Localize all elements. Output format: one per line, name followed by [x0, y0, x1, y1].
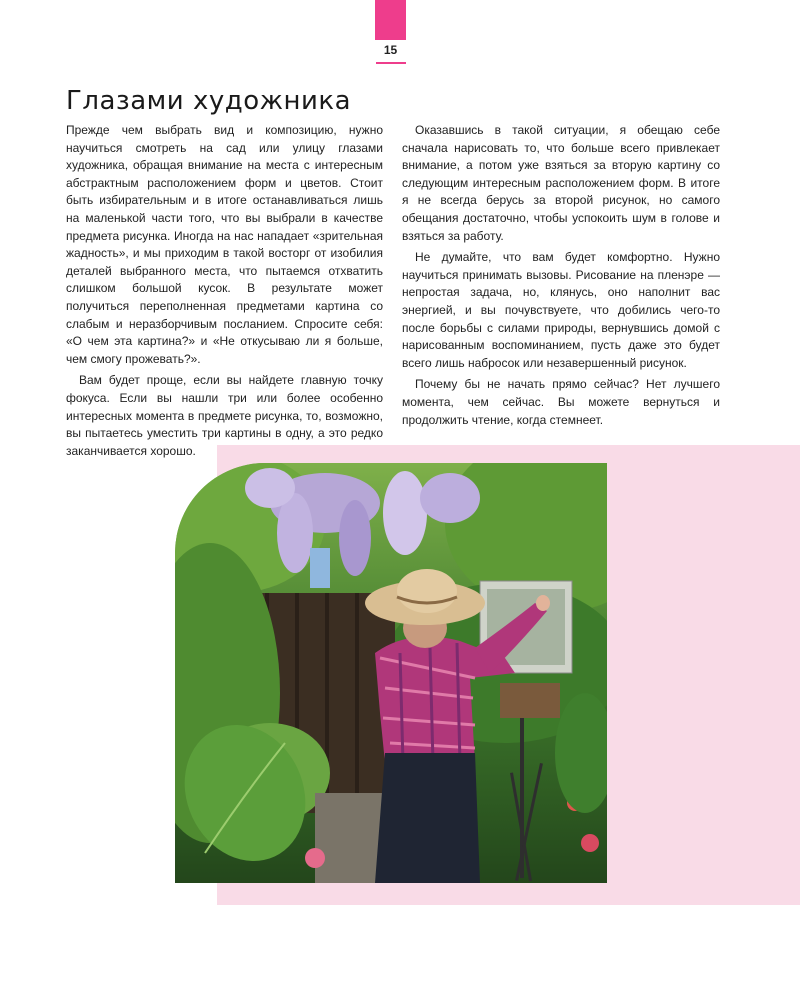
section-title: Глазами художника: [66, 86, 352, 116]
page-number-underline: [376, 62, 406, 64]
page-number: 15: [383, 43, 398, 57]
paragraph: Оказавшись в такой ситуации, я обещаю себе сначала нарисовать то, что больше всего привлекает внимание, а потом уже взяться за вторую картину со следующим интересным расположением форм. В итоге я не всегда берусь за второй рисунок, но самого обещания достаточно, чтобы успокоить шум в голове и взяться за работу.: [402, 123, 720, 243]
paragraph: Не думайте, что вам будет комфортно. Нужно научиться принимать вызовы. Рисование на пленэре — непростая задача, но, клянусь, оно наполнит вас энергией, и вы почувствуете, что добились чего-то после борьбы с силами природы, вернувшись домой с нарисованным воспоминанием, пусть даже это будет всего лишь набросок или незавершенный рисунок.: [402, 250, 720, 370]
paragraph: Вам будет проще, если вы найдете главную точку фокуса. Если вы нашли три или более особенно интересных момента в предмете рисунка, то, возможно, вы пытаетесь уместить три картины в одну, а это редко заканчивается хорошо.: [66, 373, 383, 458]
page-tab-marker: [375, 0, 406, 40]
text-column-right: [402, 122, 720, 429]
paragraph: Прежде чем выбрать вид и композицию, нужно научиться смотреть на сад или улицу глазами художника, обращая внимание на места с интересным абстрактным расположением форм и цветов. Стоит быть избирательным и в итоге останавливаться лишь на маленькой части того, что вы выбрали в качестве предмета рисунка. Иногда на нас нападает «зрительная жадность», и мы приходим в такой восторг от изобилия деталей выбранного места, что пытаемся отхватить слишком большой кусок. В результате может получиться переполненная предметами картина со слабым и неразборчивым посланием. Спросите себя: «О чем эта картина?» и «Не откусываю ли я больше, чем смогу прожевать?».: [66, 123, 383, 366]
paragraph: Почему бы не начать прямо сейчас? Нет лучшего момента, чем сейчас. Вы можете вернуться и продолжить чтение, когда стемнеет.: [402, 377, 720, 427]
text-column-left: [66, 122, 383, 460]
painter-garden-photo: [175, 463, 607, 883]
